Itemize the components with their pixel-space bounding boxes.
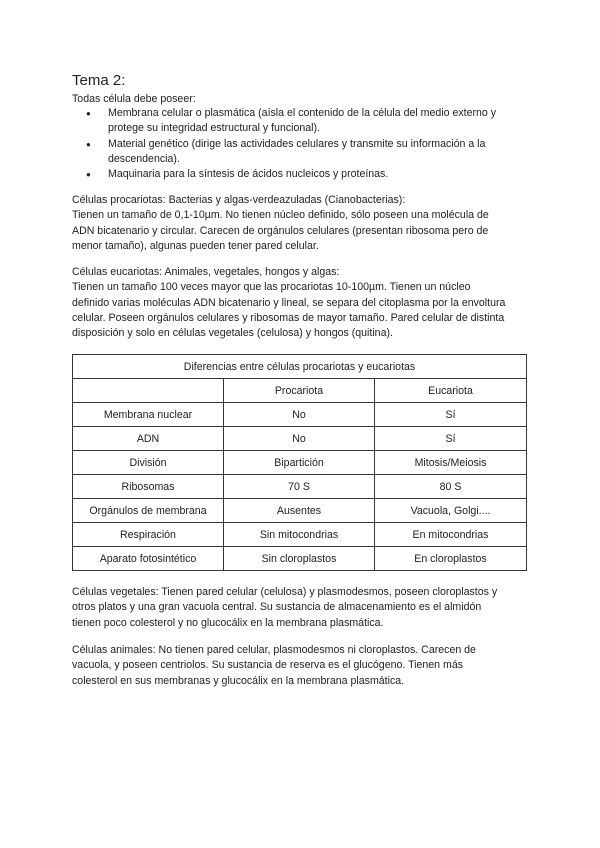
- table-cell: Membrana nuclear: [73, 403, 224, 427]
- table-cell: 80 S: [375, 475, 527, 499]
- eucariotas-heading: Células eucariotas: Animales, vegetales, hongos y algas:: [72, 266, 340, 278]
- table-cell: Sin mitocondrias: [224, 523, 375, 547]
- paragraph-line: colesterol en sus membranas y glucocálix en la membrana plasmática.: [72, 674, 405, 687]
- table-cell: Ausentes: [224, 499, 375, 523]
- paragraph-line: tienen poco colesterol y no glucocálix en la membrana plasmática.: [72, 616, 384, 629]
- table-cell: Vacuola, Golgi....: [375, 499, 527, 523]
- animales-section: [72, 643, 534, 689]
- list-item: [72, 106, 542, 137]
- table-header-cell: [73, 379, 224, 403]
- intro-line: Todas célula debe poseer:: [72, 93, 196, 105]
- table-cell: Bipartición: [224, 451, 375, 475]
- table-cell: En cloroplastos: [375, 547, 527, 571]
- list-item: [72, 137, 542, 168]
- table-caption: Diferencias entre células procariotas y eucariotas: [73, 355, 527, 379]
- table-row: [73, 499, 527, 523]
- list-item-line: ● Material genético (dirige las actividades celulares y transmite su información a la: [108, 137, 486, 150]
- table-row: [73, 475, 527, 499]
- table-cell: Orgánulos de membrana: [73, 499, 224, 523]
- requirements-list: [72, 106, 542, 182]
- table-row: [73, 427, 527, 451]
- table-cell: 70 S: [224, 475, 375, 499]
- table-cell: Aparato fotosintético: [73, 547, 224, 571]
- procariotas-heading: Células procariotas: Bacterias y algas-verdeazuladas (Cianobacterias):: [72, 194, 406, 206]
- list-item: [72, 167, 542, 182]
- paragraph-line: definido varias moléculas ADN bicatenario y lineal, se separa del citoplasma por la envoltura: [72, 296, 506, 309]
- table-cell: Sí: [375, 403, 527, 427]
- procariotas-section: [72, 193, 534, 254]
- table-cell: No: [224, 427, 375, 451]
- comparison-table: [72, 354, 527, 571]
- table-cell: Ribosomas: [73, 475, 224, 499]
- table-cell: En mitocondrias: [375, 523, 527, 547]
- paragraph-line: otros platos y una gran vacuola central. Su sustancia de almacenamiento es el almidón: [72, 601, 482, 614]
- list-item-line: ● Maquinaria para la síntesis de ácidos nucleicos y proteínas.: [108, 168, 389, 181]
- paragraph-line: Tienen un tamaño 100 veces mayor que las procariotas 10-100µm. Tienen un núcleo: [72, 281, 471, 294]
- table-header-cell: Eucariota: [375, 379, 527, 403]
- paragraph-line: vacuola, y poseen centriolos. Su sustancia de reserva es el glucógeno. Tienen más: [72, 659, 464, 672]
- table-row: [73, 451, 527, 475]
- table-row: [73, 547, 527, 571]
- table-cell: No: [224, 403, 375, 427]
- paragraph-line: Tienen un tamaño de 0,1-10µm. No tienen núcleo definido, sólo poseen una molécula de: [72, 209, 489, 222]
- list-item-line: protege su integridad estructural y funcional).: [108, 122, 320, 135]
- eucariotas-section: [72, 265, 534, 341]
- table-header-cell: Procariota: [224, 379, 375, 403]
- vegetales-section: [72, 585, 534, 631]
- table-cell: División: [73, 451, 224, 475]
- table-cell: Sin cloroplastos: [224, 547, 375, 571]
- table-row: [73, 403, 527, 427]
- paragraph-line: Células vegetales: Tienen pared celular (celulosa) y plasmodesmos, poseen cloroplastos y: [72, 586, 498, 598]
- table-row: [73, 523, 527, 547]
- table-cell: Mitosis/Meiosis: [375, 451, 527, 475]
- paragraph-line: ADN bicatenario y circular. Carecen de orgánulos celulares (presentan ribosoma pero de: [72, 224, 489, 237]
- paragraph-line: disposición y solo en células vegetales (celulosa) y hongos (quitina).: [72, 327, 393, 340]
- table-cell: Sí: [375, 427, 527, 451]
- paragraph-line: menor tamaño), algunas pueden tener pared celular.: [72, 239, 319, 252]
- table-caption-row: [73, 355, 527, 379]
- table-cell: Respiración: [73, 523, 224, 547]
- list-item-line: ● Membrana celular o plasmática (aísla el contenido de la célula del medio externo y: [108, 107, 497, 119]
- list-item-line: descendencia).: [108, 152, 180, 165]
- intro-text: [72, 92, 534, 107]
- page-title: Tema 2:: [72, 72, 126, 89]
- paragraph-line: Células animales: No tienen pared celular, plasmodesmos ni cloroplastos. Carecen de: [72, 644, 476, 656]
- table-cell: ADN: [73, 427, 224, 451]
- paragraph-line: celular. Poseen orgánulos celulares y ribosomas de mayor tamaño. Pared celular de distinta: [72, 311, 505, 324]
- table-header-row: [73, 379, 527, 403]
